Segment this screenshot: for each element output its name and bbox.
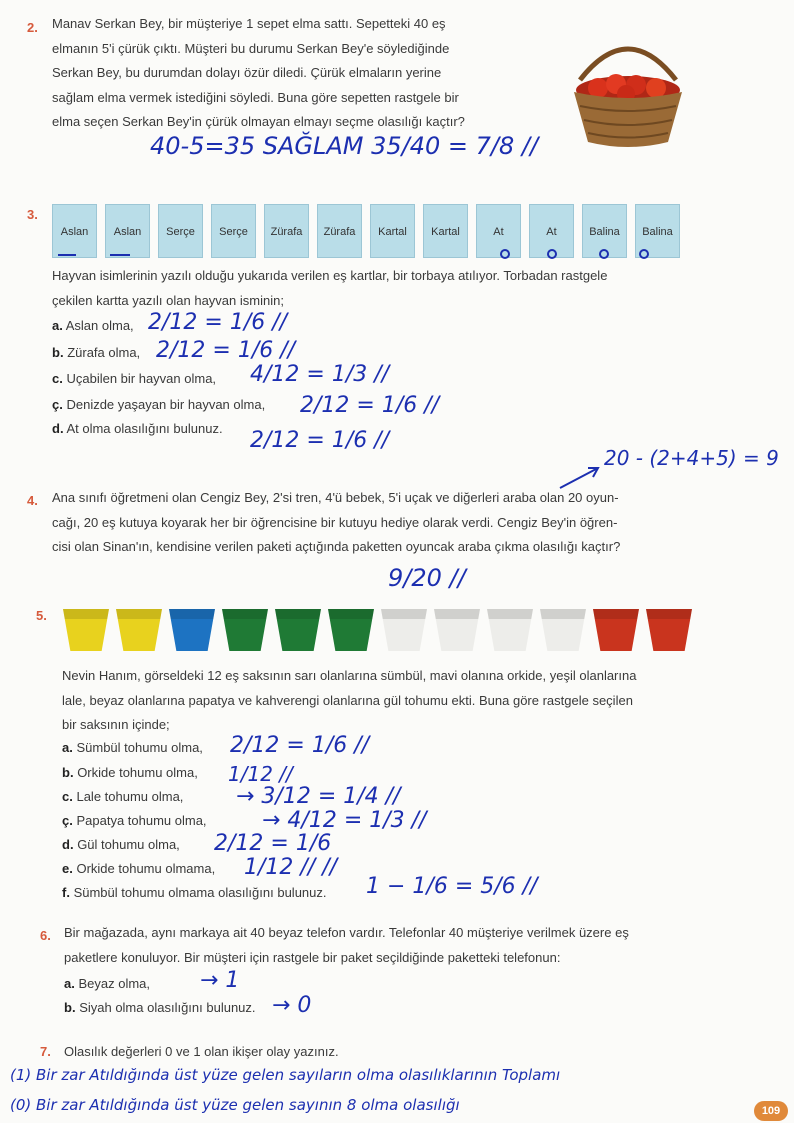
animal-card: Kartal: [370, 204, 415, 258]
q5-cc-handwritten: → 4/12 = 1/3 //: [262, 808, 427, 833]
q5-item-e: [62, 861, 215, 876]
q3-line: çekilen kartta yazılı olan hayvan isminin;: [52, 292, 284, 308]
item-text: Gül tohumu olma,: [77, 837, 180, 852]
question-5-text: [62, 664, 752, 738]
item-label: c.: [52, 371, 63, 386]
q3-item-cc: [52, 397, 265, 412]
animal-card: Balina: [635, 204, 680, 258]
question-4-text: [52, 486, 742, 560]
question-6-text: [64, 921, 744, 970]
item-text: Papatya tohumu olma,: [76, 813, 207, 828]
question-5-number: 5.: [36, 608, 47, 623]
question-3-text: [52, 264, 742, 313]
q3-item-a: [52, 318, 134, 333]
q7-handwritten-line-2: (0) Bir zar Atıldığında üst yüze gelen sayının 8 olma olasılığı: [10, 1096, 460, 1114]
item-text: Orkide tohumu olmama,: [76, 861, 216, 876]
item-label: b.: [52, 345, 64, 360]
q3-item-b: [52, 345, 140, 360]
animal-card: Balina: [582, 204, 627, 258]
item-text: Siyah olma olasılığını bulunuz.: [79, 1000, 256, 1015]
q6-b-handwritten: → 0: [272, 993, 312, 1018]
flower-pot: [63, 609, 109, 651]
item-text: Beyaz olma,: [78, 976, 151, 991]
q5-item-b: [62, 765, 198, 780]
q3-c-handwritten: 4/12 = 1/3 //: [250, 362, 390, 387]
flower-pot: [116, 609, 162, 651]
item-label: d.: [52, 421, 64, 436]
q5-e-handwritten: 1/12 // //: [244, 855, 338, 880]
item-label: a.: [62, 740, 73, 755]
item-text: Sümbül tohumu olmama olasılığını bulunuz.: [73, 885, 327, 900]
q5-item-c: [62, 789, 183, 804]
animal-card: At: [476, 204, 521, 258]
item-label: f.: [62, 885, 70, 900]
q5-line: Nevin Hanım, görseldeki 12 eş saksının sarı olanlarına sümbül, mavi olanına orkide, yeşil olanlarına: [62, 668, 637, 683]
item-label: a.: [64, 976, 75, 991]
question-7-text: Olasılık değerleri 0 ve 1 olan ikişer olay yazınız.: [64, 1044, 339, 1059]
q6-item-b: [64, 1000, 256, 1015]
q5-f-handwritten: 1 − 1/6 = 5/6 //: [366, 874, 538, 899]
flower-pot: [540, 609, 586, 651]
item-text: Zürafa olma,: [67, 345, 141, 360]
q5-line: bir saksının içinde;: [62, 717, 170, 732]
item-text: Lale tohumu olma,: [76, 789, 184, 804]
animal-card: Kartal: [423, 204, 468, 258]
q5-item-a: [62, 740, 203, 755]
question-4-number: 4.: [27, 493, 38, 508]
item-label: d.: [62, 837, 74, 852]
q6-line: Bir mağazada, aynı markaya ait 40 beyaz telefon vardır. Telefonlar 40 müşteriye verilmek üzere eş: [64, 925, 629, 940]
item-text: Aslan olma,: [65, 318, 134, 333]
q6-line: paketlere konuluyor. Bir müşteri için rastgele bir paket seçildiğinde paketteki telefonun:: [64, 949, 561, 965]
item-label: b.: [64, 1000, 76, 1015]
q6-item-a: [64, 976, 150, 991]
q5-item-f: [62, 885, 327, 900]
animal-card: Zürafa: [264, 204, 309, 258]
q2-line: sağlam elma vermek istediğini söyledi. Buna göre sepetten rastgele bir: [52, 89, 459, 105]
animal-card: Serçe: [211, 204, 256, 258]
flower-pot: [169, 609, 215, 651]
item-label: b.: [62, 765, 74, 780]
q6-a-handwritten: → 1: [200, 968, 240, 993]
apple-basket-image: [558, 30, 698, 150]
q4-handwritten-answer: 9/20 //: [388, 564, 466, 592]
q4-line: cağı, 20 eş kutuya koyarak her bir öğrencisine bir kutuyu hediye olarak verdi. Cengiz Bey'in öğren-: [52, 514, 618, 530]
animal-card: At: [529, 204, 574, 258]
flower-pot: [275, 609, 321, 651]
q3-cc-handwritten: 2/12 = 1/6 //: [300, 393, 440, 418]
question-6-number: 6.: [40, 928, 51, 943]
animal-card: Zürafa: [317, 204, 362, 258]
flower-pot: [593, 609, 639, 651]
q2-line: elmanın 5'i çürük çıktı. Müşteri bu durumu Serkan Bey'e söylediğinde: [52, 40, 450, 56]
q3-a-handwritten: 2/12 = 1/6 //: [148, 310, 288, 335]
flower-pot: [646, 609, 692, 651]
item-text: Denizde yaşayan bir hayvan olma,: [66, 397, 266, 412]
animal-card: Aslan: [105, 204, 150, 258]
item-label: a.: [52, 318, 63, 333]
page-number-badge: 109: [754, 1101, 788, 1121]
q5-line: lale, beyaz olanlarına papatya ve kahverengi olanlarına gül tohumu ekti. Buna göre rastgele seçilen: [62, 692, 633, 708]
q5-d-handwritten: 2/12 = 1/6: [214, 831, 332, 856]
flower-pot: [328, 609, 374, 651]
flower-pot: [487, 609, 533, 651]
item-label: ç.: [52, 397, 63, 412]
q3-item-d: [52, 421, 223, 436]
flower-pot: [222, 609, 268, 651]
q5-a-handwritten: 2/12 = 1/6 //: [230, 733, 370, 758]
item-text: Uçabilen bir hayvan olma,: [66, 371, 217, 386]
q2-line: Serkan Bey, bu durumdan dolayı özür diledi. Çürük elmaların yerine: [52, 65, 442, 80]
item-text: At olma olasılığını bulunuz.: [66, 421, 223, 436]
item-text: Sümbül tohumu olma,: [76, 740, 203, 755]
item-label: e.: [62, 861, 73, 876]
question-2-number: 2.: [27, 20, 38, 35]
item-text: Orkide tohumu olma,: [77, 765, 198, 780]
item-label: c.: [62, 789, 73, 804]
q3-d-handwritten: 2/12 = 1/6 //: [250, 428, 390, 453]
q3-b-handwritten: 2/12 = 1/6 //: [156, 338, 296, 363]
question-3-number: 3.: [27, 207, 38, 222]
q7-handwritten-line-1: (1) Bir zar Atıldığında üst yüze gelen sayıların olma olasılıklarının Toplamı: [10, 1066, 561, 1084]
q2-handwritten-answer: 40-5=35 SAĞLAM 35/40 = 7/8 //: [150, 132, 539, 160]
flower-pot: [381, 609, 427, 651]
q4-handwritten-calc: 20 - (2+4+5) = 9: [604, 446, 779, 470]
q4-line: cisi olan Sinan'ın, kendisine verilen paketi açtığında paketten oyuncak araba çıkma olasılığı kaçtır?: [52, 539, 621, 554]
q2-line: Manav Serkan Bey, bir müşteriye 1 sepet elma sattı. Sepetteki 40 eş: [52, 16, 446, 31]
q2-line: elma seçen Serkan Bey'in çürük olmayan elmayı seçme olasılığı kaçtır?: [52, 114, 465, 129]
q5-b-handwritten: 1/12 //: [228, 762, 293, 786]
q5-item-d: [62, 837, 180, 852]
animal-card: Aslan: [52, 204, 97, 258]
animal-card: Serçe: [158, 204, 203, 258]
q4-line: Ana sınıfı öğretmeni olan Cengiz Bey, 2'si tren, 4'ü bebek, 5'i uçak ve diğerleri araba olan 20 oyun-: [52, 490, 619, 505]
question-2-text: [52, 12, 522, 135]
card-marks: [52, 248, 692, 262]
q5-item-cc: [62, 813, 207, 828]
flower-pot: [434, 609, 480, 651]
item-label: ç.: [62, 813, 73, 828]
q3-item-c: [52, 371, 216, 386]
q5-c-handwritten: → 3/12 = 1/4 //: [236, 784, 401, 809]
question-7-number: 7.: [40, 1044, 51, 1059]
q3-line: Hayvan isimlerinin yazılı olduğu yukarıda verilen eş kartlar, bir torbaya atılıyor. Torbadan rastgele: [52, 268, 608, 283]
